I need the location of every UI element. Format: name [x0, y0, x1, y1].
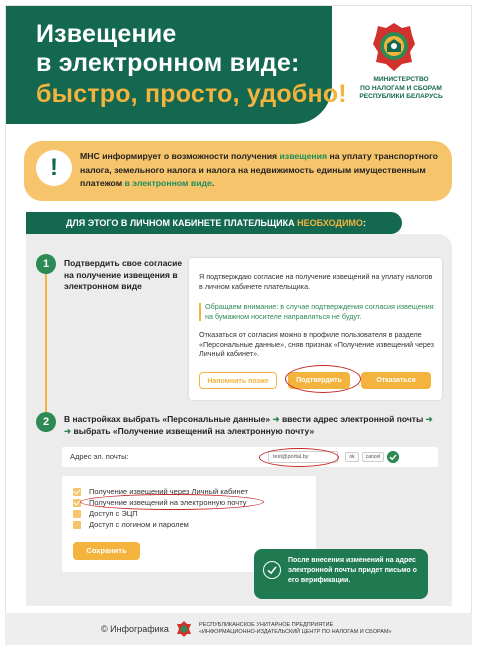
- consent-paragraph-1: Я подтверждаю согласие на получение извещений на уплату налогов в личном кабинете плательщика.: [199, 272, 433, 291]
- step-2-part-3: выбрать «Получение извещений на электронную почту»: [71, 426, 315, 436]
- step-2-number: 2: [36, 412, 56, 432]
- ministry-line-1: МИНИСТЕРСТВО: [373, 76, 429, 83]
- checkbox-label: Доступ с ЭЦП: [89, 509, 138, 518]
- checkbox-label: Получение извещений на электронную почту: [89, 498, 247, 507]
- publisher-logo-icon: [177, 621, 191, 637]
- consent-note: Обращаем внимание: в случае подтверждения согласия извещения на бумажном носителе направляться не будут.: [205, 302, 434, 321]
- notice-text: После внесения изменений на адрес электронной почты придет письмо о его верификации.: [288, 557, 417, 584]
- footer-org: [199, 622, 392, 636]
- email-cancel-button[interactable]: cancel: [362, 452, 384, 462]
- step-1-text: Подтвердить свое согласие на получение извещения в электронном виде: [64, 258, 183, 291]
- info-box: [24, 141, 452, 201]
- footer-copyright: © Инфографика: [101, 624, 169, 634]
- email-highlight-ellipse: [259, 448, 339, 467]
- step-2-part-2: ввести адрес электронной почты: [279, 414, 426, 424]
- email-form-row: [62, 447, 438, 467]
- email-input[interactable]: test@portal.by: [268, 451, 338, 463]
- step-1-number: 1: [36, 254, 56, 274]
- verification-notice: [254, 549, 428, 599]
- footer: [5, 613, 472, 645]
- email-label: Адрес эл. почты:: [70, 452, 129, 461]
- confirm-highlight-ellipse: [285, 365, 361, 393]
- info-text-part-3: .: [211, 178, 215, 188]
- info-highlight-1: извещения: [279, 151, 328, 161]
- title-line-3: быстро, просто, удобно!: [36, 80, 347, 108]
- email-ok-button[interactable]: ok: [345, 452, 359, 462]
- arrow-right-icon: ➜: [272, 414, 280, 424]
- banner-suffix: :: [362, 218, 366, 228]
- info-text-part-1: МНС информирует о возможности получения: [80, 151, 280, 161]
- checkbox-label: Получение извещений через Личный кабинет: [89, 487, 248, 496]
- info-text-part-2: на уплату транспортного налога, земельного налога и налога на недвижимость единым имущественным платежом: [80, 151, 438, 188]
- ministry-name: [346, 76, 456, 102]
- step-2-text: [64, 413, 434, 437]
- info-highlight-2: в электронном виде: [124, 178, 212, 188]
- title-line-1: Извещение: [36, 20, 177, 48]
- checkbox-checked[interactable]: [73, 488, 81, 496]
- step-2-part-1: В настройках выбрать «Персональные данные»: [64, 414, 273, 424]
- banner-highlight: НЕОБХОДИМО: [297, 218, 363, 228]
- ministry-line-3: РЕСПУБЛИКИ БЕЛАРУСЬ: [359, 93, 443, 100]
- exclamation-mark: !: [50, 154, 58, 181]
- confirm-button[interactable]: Подтвердить: [288, 372, 350, 389]
- banner-text: ДЛЯ ЭТОГО В ЛИЧНОМ КАБИНЕТЕ ПЛАТЕЛЬЩИКА: [66, 218, 298, 228]
- steps-banner: [26, 212, 402, 234]
- remind-later-button[interactable]: Напомнить позже: [199, 372, 277, 389]
- title-line-2: в электронном виде:: [36, 49, 300, 77]
- step-connector-line: [45, 274, 47, 412]
- consent-paragraph-2: Отказаться от согласия можно в профиле пользователя в разделе «Персональные данные», сняв признак «Получение извещений через Личный кабинет».: [199, 330, 434, 358]
- footer-org-line-1: РЕСПУБЛИКАНСКОЕ УНИТАРНОЕ ПРЕДПРИЯТИЕ: [199, 622, 334, 628]
- info-text: [80, 150, 446, 191]
- arrow-right-icon: ➜: [425, 414, 433, 424]
- checkbox-unchecked[interactable]: [73, 510, 81, 518]
- header: [6, 6, 472, 124]
- ministry-line-2: ПО НАЛОГАМ И СБОРАМ: [360, 84, 442, 92]
- checkbox-unchecked[interactable]: [73, 521, 81, 529]
- check-circle-icon: [263, 561, 281, 579]
- ministry-emblem-icon: [372, 22, 416, 72]
- arrow-right-icon: ➜: [64, 426, 72, 436]
- save-button[interactable]: Сохранить: [73, 542, 140, 560]
- footer-org-line-2: «ИНФОРМАЦИОННО-ИЗДАТЕЛЬСКИЙ ЦЕНТР ПО НАЛОГАМ И СБОРАМ»: [199, 629, 392, 635]
- check-circle-icon: [387, 451, 399, 463]
- checkbox-label: Доступ с логином и паролем: [89, 520, 189, 529]
- refuse-button[interactable]: Отказаться: [361, 372, 431, 389]
- infographic-sheet: [5, 5, 472, 645]
- email-option-highlight-ellipse: [80, 494, 264, 510]
